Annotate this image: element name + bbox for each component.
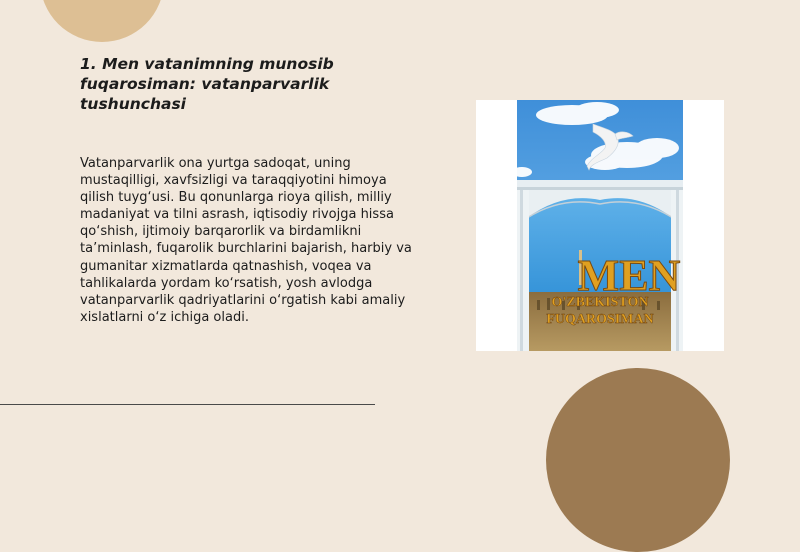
poster-image [476, 100, 724, 351]
poster-title-men: MEN [577, 251, 681, 300]
slide-title: 1. Men vatanimning munosib fuqarosiman: vatanparvarlik tushunchasi [80, 55, 334, 113]
poster-illustration [517, 100, 683, 351]
divider-line [0, 404, 375, 405]
poster-line-fuqarosiman: FUQAROSIMAN [546, 312, 654, 327]
poster-line-ozbekiston: O'ZBEKISTON [551, 295, 649, 310]
decorative-circle-top [40, 0, 164, 42]
slide-body-text: Vatanparvarlik ona yurtga sadoqat, uning mustaqilligi, xavfsizligi va taraqqiyotini himoya qilish tuyg‘usi. Bu qonunlarga rioya qilish, milliy madaniyat va tilni asrash, iqtisodiy rivojga hissa qo‘shish, ijtimoiy barqarorlik va birdamlikni ta’minlash, fuqarolik burchlarini bajarish, harbiy va gumanitar xizmatlarda qatnashish, voqea va tahlikalarda yordam ko‘rsatish, yosh avlodga vatanparvarlik qadriyatlarini o‘rgatish kabi amaliy xislatlarni o‘z ichiga oladi. [80, 156, 412, 325]
decorative-circle-bottom [546, 368, 730, 552]
